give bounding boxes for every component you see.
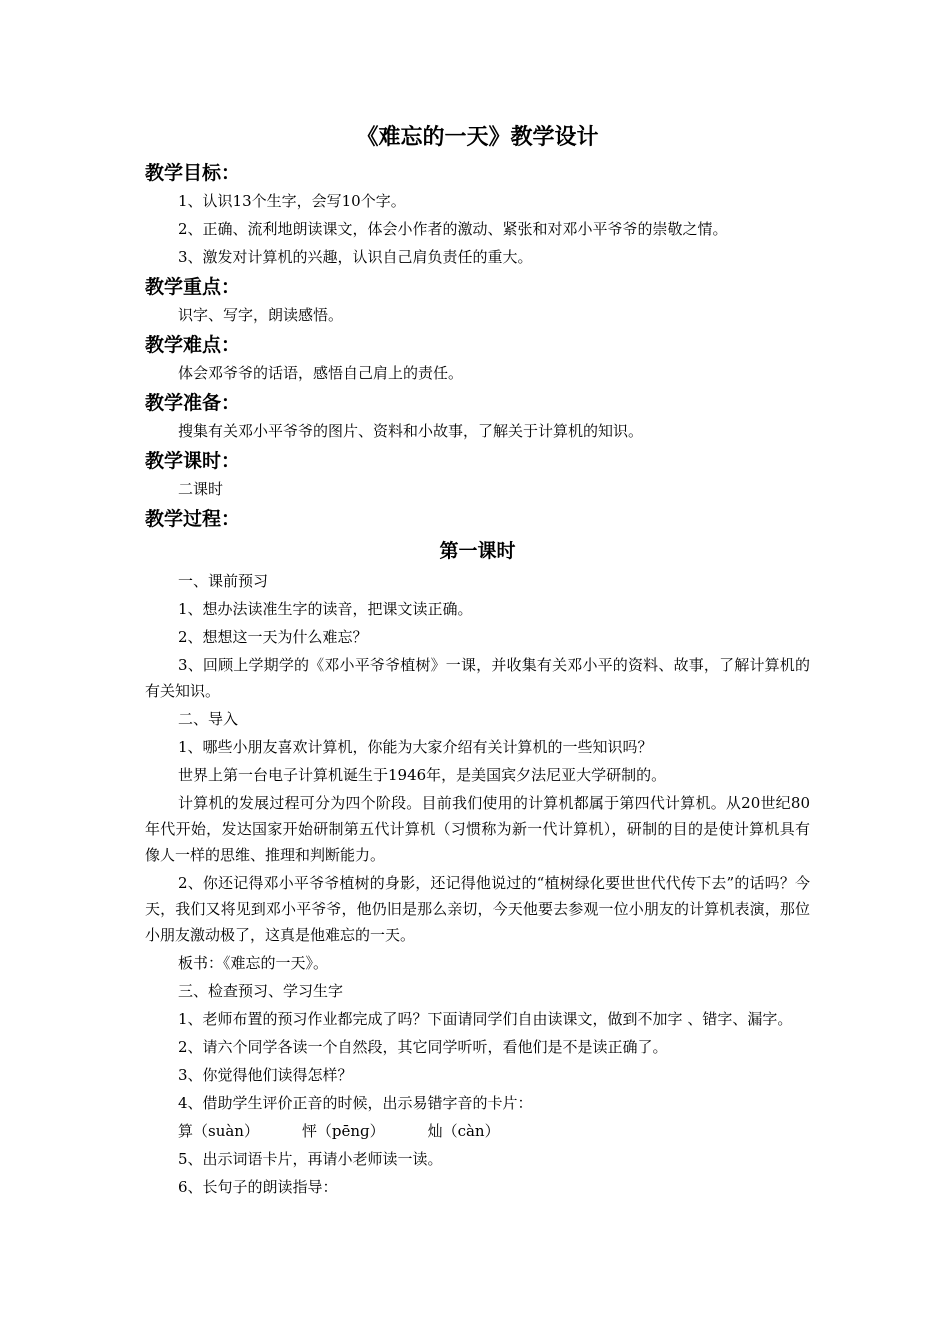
pinyin-card: 算（suàn） bbox=[178, 1122, 259, 1140]
preview-item: 3、回顾上学期学的《邓小平爷爷植树》一课，并收集有关邓小平的资料、故事，了解计算机的有关知识。 bbox=[145, 656, 810, 700]
intro-item: 板书：《难忘的一天》。 bbox=[178, 954, 329, 972]
check-item: 6、长句子的朗读指导： bbox=[178, 1178, 338, 1196]
intro-item: 世界上第一台电子计算机诞生于1946年，是美国宾夕法尼亚大学研制的。 bbox=[178, 766, 667, 784]
hours-heading: 教学课时： bbox=[145, 450, 241, 472]
difficulty-heading: 教学难点： bbox=[145, 334, 241, 356]
preview-heading: 一、课前预习 bbox=[178, 572, 269, 590]
check-item: 5、出示词语卡片，再请小老师读一读。 bbox=[178, 1150, 443, 1168]
prep-heading: 教学准备： bbox=[145, 392, 241, 414]
key-text: 识字、写字，朗读感悟。 bbox=[178, 306, 344, 324]
preview-item: 1、想办法读准生字的读音，把课文读正确。 bbox=[178, 600, 473, 618]
process-heading: 教学过程： bbox=[145, 508, 241, 530]
difficulty-text: 体会邓爷爷的话语，感悟自己肩上的责任。 bbox=[178, 364, 464, 382]
goal-item: 1、认识13个生字，会写10个字。 bbox=[178, 192, 406, 210]
goals-heading: 教学目标： bbox=[145, 162, 241, 184]
preview-item: 2、想想这一天为什么难忘？ bbox=[178, 628, 368, 646]
hours-text: 二课时 bbox=[178, 480, 224, 498]
pinyin-card: 灿（càn） bbox=[427, 1122, 500, 1140]
check-item: 2、请六个同学各读一个自然段，其它同学听听，看他们是不是读正确了。 bbox=[178, 1038, 668, 1056]
pinyin-cards bbox=[145, 1118, 810, 1146]
intro-item: 2、你还记得邓小平爷爷植树的身影，还记得他说过的“植树绿化要世世代代传下去”的话吗？今天，我们又将见到邓小平爷爷，他仍旧是那么亲切，今天他要去参观一位小朋友的计算机表演，那位小朋友激动极了，这真是他难忘的一天。 bbox=[145, 874, 810, 944]
pinyin-card: 怦（pēnɡ） bbox=[301, 1122, 385, 1140]
check-item: 4、借助学生评价正音的时候，出示易错字音的卡片： bbox=[178, 1094, 533, 1112]
intro-item: 计算机的发展过程可分为四个阶段。目前我们使用的计算机都属于第四代计算机。从20世纪80年代开始，发达国家开始研制第五代计算机（习惯称为新一代计算机），研制的目的是使计算机具有像人一样的思维、推理和判断能力。 bbox=[145, 794, 810, 864]
check-heading: 三、检查预习、学习生字 bbox=[178, 982, 344, 1000]
key-heading: 教学重点： bbox=[145, 276, 241, 298]
intro-heading: 二、导入 bbox=[178, 710, 239, 728]
document-page bbox=[145, 118, 810, 1202]
goal-item: 2、正确、流利地朗读课文，体会小作者的激动、紧张和对邓小平爷爷的崇敬之情。 bbox=[178, 220, 728, 238]
document-title: 《难忘的一天》教学设计 bbox=[356, 125, 599, 150]
check-item: 1、老师布置的预习作业都完成了吗？下面请同学们自由读课文，做到不加字 、错字、漏字。 bbox=[178, 1010, 793, 1028]
prep-text: 搜集有关邓小平爷爷的图片、资料和小故事，了解关于计算机的知识。 bbox=[178, 422, 644, 440]
check-item: 3、你觉得他们读得怎样？ bbox=[178, 1066, 353, 1084]
lesson-title: 第一课时 bbox=[439, 540, 516, 562]
intro-item: 1、哪些小朋友喜欢计算机，你能为大家介绍有关计算机的一些知识吗？ bbox=[178, 738, 653, 756]
goal-item: 3、激发对计算机的兴趣，认识自己肩负责任的重大。 bbox=[178, 248, 533, 266]
